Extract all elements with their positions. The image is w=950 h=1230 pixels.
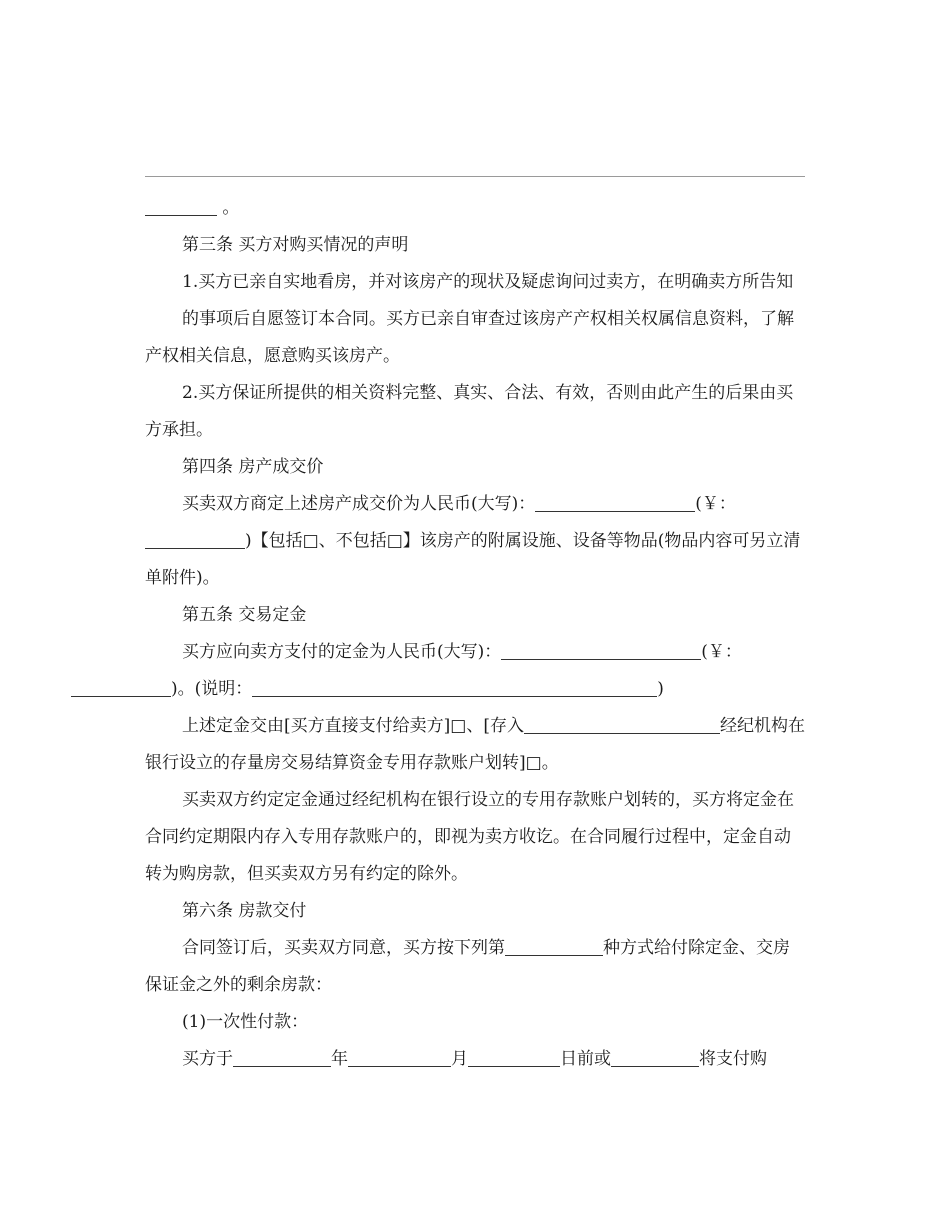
deposit-paragraph: 买方应向卖方支付的定金为人民币(大写)： (￥： )。(说明： ) — [145, 634, 806, 708]
payment-method-paragraph: 合同签订后，买卖双方同意，买方按下列第 种方式给付除定金、交房保证金之外的剩余房款： — [145, 930, 806, 1004]
article-3-clause-1b: 的事项后自愿签订本合同。买方已亲自审查过该房产产权相关权属信息资料，了解产权相关信息，愿意购买该房产。 — [145, 309, 794, 366]
article-3-clause-1a: 1.买方已亲自实地看房，并对该房产的现状及疑虑询问过卖方，在明确卖方所告知 — [182, 272, 794, 292]
payment-option-1-detail: 买方于 年 月 日前或 将支付购 — [145, 1041, 806, 1078]
alt-date-blank[interactable] — [611, 1046, 699, 1067]
contract-body — [145, 190, 806, 1078]
article-3-title: 第三条 买方对购买情况的声明 — [182, 235, 409, 255]
article-4-title: 第四条 房产成交价 — [182, 457, 324, 477]
year-blank[interactable] — [233, 1046, 331, 1067]
day-blank[interactable] — [468, 1046, 560, 1067]
deposit-custody-paragraph: 上述定金交由[买方直接支付给卖方]□、[存入 经纪机构在银行设立的存量房交易结算资金专用存款账户划转]□。 — [145, 708, 806, 782]
agency-name-blank[interactable] — [524, 713, 720, 734]
article-6-title: 第六条 房款交付 — [182, 901, 307, 921]
deposit-transfer-paragraph: 买卖双方约定定金通过经纪机构在银行设立的专用存款账户划转的，买方将定金在合同约定期限内存入专用存款账户的，即视为卖方收讫。在合同履行过程中，定金自动转为购房款，但买卖双方另有约定的除外。 — [145, 790, 794, 884]
deposit-words-blank[interactable] — [501, 639, 701, 660]
payment-option-1-title: (1)一次性付款： — [182, 1012, 309, 1032]
price-words-blank[interactable] — [535, 491, 695, 512]
price-number-blank[interactable] — [145, 528, 245, 549]
deposit-note-blank[interactable] — [252, 676, 657, 697]
top-rule — [145, 176, 805, 177]
price-paragraph: 买卖双方商定上述房产成交价为人民币(大写)： (￥： )【包括□、不包括□】该房产的附属设施、设备等物品(物品内容可另立清单附件)。 — [145, 486, 806, 597]
deposit-number-blank[interactable] — [71, 676, 171, 697]
payment-method-blank[interactable] — [505, 935, 603, 956]
month-blank[interactable] — [348, 1046, 451, 1067]
line-continuation: 。 — [145, 190, 806, 227]
article-3-clause-2: 2.买方保证所提供的相关资料完整、真实、合法、有效，否则由此产生的后果由买方承担。 — [145, 383, 794, 440]
article-5-title: 第五条 交易定金 — [182, 605, 307, 625]
blank-field[interactable] — [145, 195, 217, 216]
